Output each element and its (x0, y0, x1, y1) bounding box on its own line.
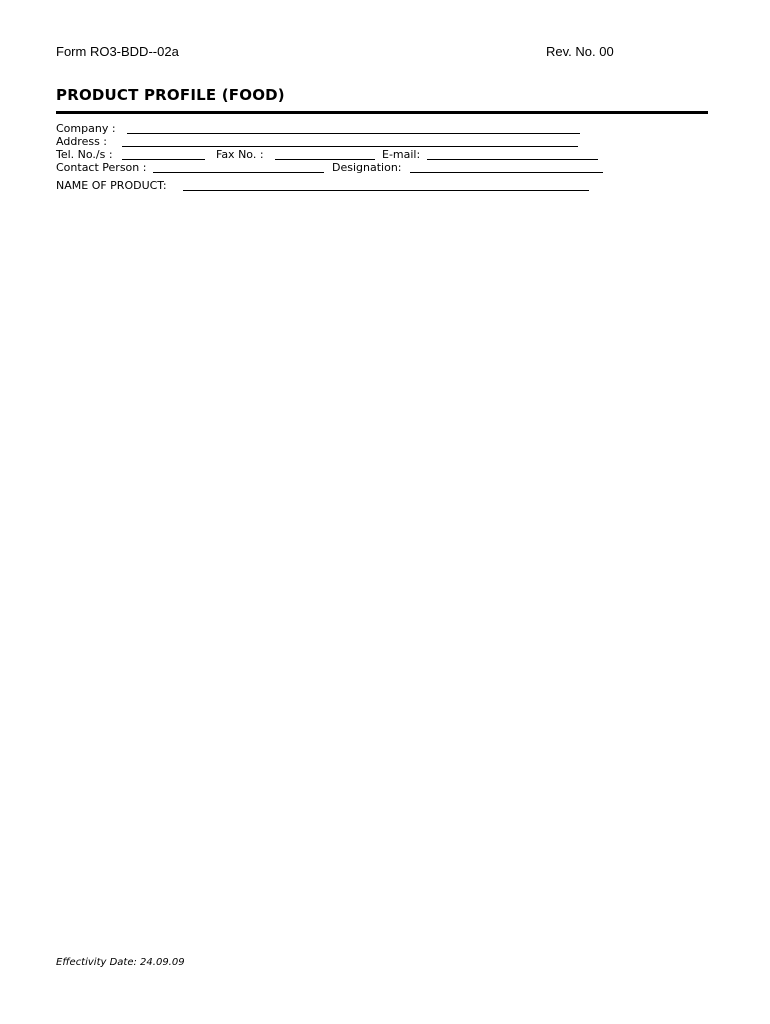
product-name-label: NAME OF PRODUCT: (56, 179, 167, 192)
email-label: E-mail: (382, 148, 421, 161)
product-name-field[interactable] (183, 190, 589, 191)
effectivity-date: Effectivity Date: 24.09.09 (56, 957, 185, 968)
fax-field[interactable] (275, 159, 375, 160)
designation-label: Designation: (332, 161, 402, 174)
address-label: Address : (56, 135, 108, 148)
form-code: Form RO3-BDD--02a (56, 44, 179, 59)
tel-field[interactable] (122, 159, 205, 160)
address-field[interactable] (122, 146, 578, 147)
contact-person-label: Contact Person : (56, 161, 147, 174)
designation-field[interactable] (410, 172, 603, 173)
title-divider (56, 111, 708, 114)
fax-label: Fax No. : (216, 148, 264, 161)
email-field[interactable] (427, 159, 598, 160)
tel-label: Tel. No./s : (56, 148, 113, 161)
contact-person-field[interactable] (153, 172, 324, 173)
revision-number: Rev. No. 00 (546, 44, 614, 59)
company-field[interactable] (127, 133, 580, 134)
company-label: Company : (56, 122, 116, 135)
page-title: PRODUCT PROFILE (FOOD) (56, 86, 285, 104)
